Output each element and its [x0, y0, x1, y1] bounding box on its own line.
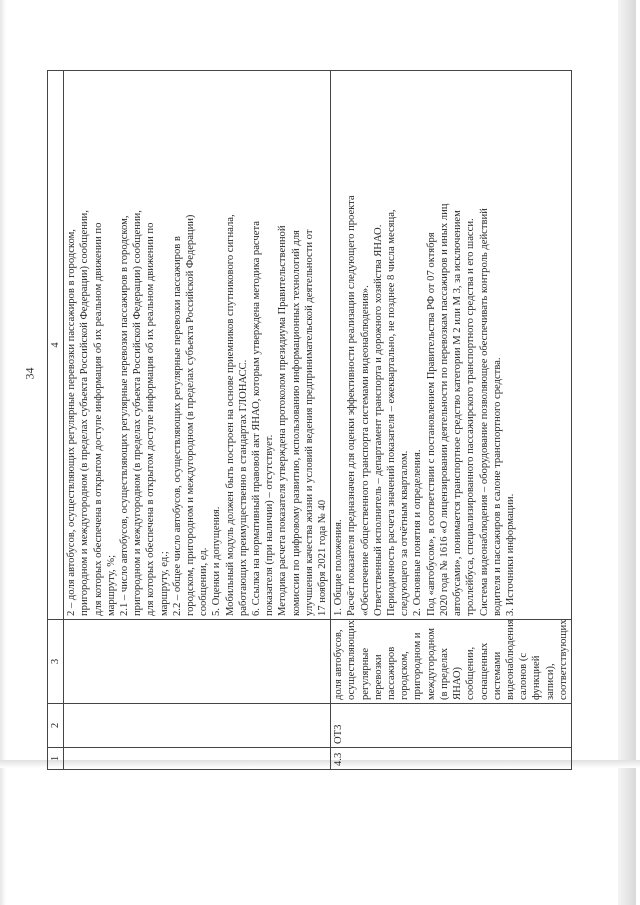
method-line: городском, пригородном и междугородном (в пределах субъекта Российской Федерации) [185, 214, 197, 616]
method-line: 2.1 – число автобусов, осуществляющих регулярные перевозки пассажиров в городском, [119, 215, 131, 616]
cont-num-cell [64, 748, 331, 770]
method-line: 17 ноября 2021 года № 40 [317, 499, 329, 616]
method-line: Система видеонаблюдения – оборудование позволяющее обеспечивать контроль действий [478, 208, 490, 616]
method-line: пригородном и междугородном (в пределах субъекта Российской Федерации) сообщении, [79, 210, 91, 616]
method-line: Под «автобусом», в соответствии с постановлением Правительства РФ от 07 октября [425, 232, 437, 616]
rotated-document-sheet [47, 70, 587, 770]
cont-code-cell [64, 704, 331, 748]
method-line: троллейбуса, специализированного пассажирского транспортного средства и его шасси. [465, 218, 477, 616]
method-line: маршруту, ед.; [158, 551, 170, 616]
method-line: 1. Общие положения. [333, 519, 345, 616]
method-line: Расчёт показателя предназначен для оценки эффективности реализации следующего проекта [346, 195, 358, 616]
method-line: улучшения качества жизни и условий ведения предпринимательской деятельности от [303, 229, 315, 616]
method-line: 2020 года № 1616 «О лицензировании деятельности по перевозкам пассажиров и иных лиц [438, 203, 450, 616]
method-line: маршруту, %; [105, 554, 117, 616]
table-row-4-3 [331, 71, 572, 770]
method-line: Методика расчета показателя утверждена протоколом президиума Правительственной [277, 225, 289, 616]
method-line: 2.2 – общее число автобусов, осуществляющих регулярные перевозки пассажиров в [171, 236, 183, 616]
method-line: работающих преимущественно в стандартах ГЛОНАСС. [237, 359, 249, 616]
method-line: следующего за отчётным кварталом. [399, 450, 411, 616]
method-line: для которых обеспечена в открытом доступе информация об их реальном движении по [92, 222, 104, 616]
scan-right-edge [618, 0, 636, 905]
header-cell-1: 1 [48, 748, 64, 770]
method-line: водителя и пассажиров в салоне транспортного средства. [491, 357, 503, 616]
method-line: «Обеспечение общественного транспорта системами видеонаблюдения». [359, 285, 371, 616]
method-line: показателя (при наличии) – отсутствует. [264, 434, 276, 616]
header-cell-3: 3 [48, 620, 64, 704]
table-row-continuation [64, 71, 331, 770]
indicator-method-cell [331, 71, 572, 620]
header-cell-2: 2 [48, 704, 64, 748]
method-line: для которых обеспечена в открытом доступе информация об их реальном движении по [145, 222, 157, 616]
method-line: пригородном и междугородном (в пределах субъекта Российской Федерации) сообщении, [132, 210, 144, 616]
method-line: Ответственный исполнитель – департамент транспорта и дорожного хозяйства ЯНАО. [372, 224, 384, 616]
method-line: 6. Ссылка на нормативный правовой акт ЯНАО, которым утверждена методика расчета [251, 221, 263, 616]
method-line: автобусами», понимается транспортное средство категории М 2 или М 3, за исключением [452, 210, 464, 616]
method-line: комиссии по цифровому развитию, использованию информационных технологий для [290, 230, 302, 616]
method-line: сообщении, ед. [198, 547, 210, 616]
page-number: 34 [22, 367, 37, 380]
cont-method-cell [64, 71, 331, 620]
method-line: 5. Оценки и допущения. [211, 506, 223, 616]
table-header-row [48, 71, 64, 770]
method-line: Мобильный модуль должен быть построен на основе приемников спутникового сигнала, [224, 214, 236, 616]
method-line: Периодичность расчета значений показателя – ежеквартально, не позднее 8 числа месяца, [386, 209, 398, 616]
row-number-cell: 4.3 [331, 748, 572, 770]
indicator-name-cell: доля автобусов, осуществляющих регулярные перевозки пассажиров городском, пригородном и междугородном (в пределах ЯНАО) сообщении, оснащенных системами видеонаблюдения салонов (с функцией записи), соответствующих [331, 620, 572, 704]
cont-name-cell [64, 620, 331, 704]
scan-left-edge [0, 0, 6, 905]
indicator-table [47, 70, 572, 770]
method-line: 2 – доля автобусов, осуществляющих регулярные перевозки пассажиров в городском, [66, 229, 78, 616]
header-cell-4: 4 [48, 71, 64, 620]
method-line: 3. Источники информации. [504, 493, 516, 616]
indicator-code-cell: ОТ3 [331, 704, 572, 748]
method-line: 2. Основные понятия и определения. [412, 449, 424, 616]
